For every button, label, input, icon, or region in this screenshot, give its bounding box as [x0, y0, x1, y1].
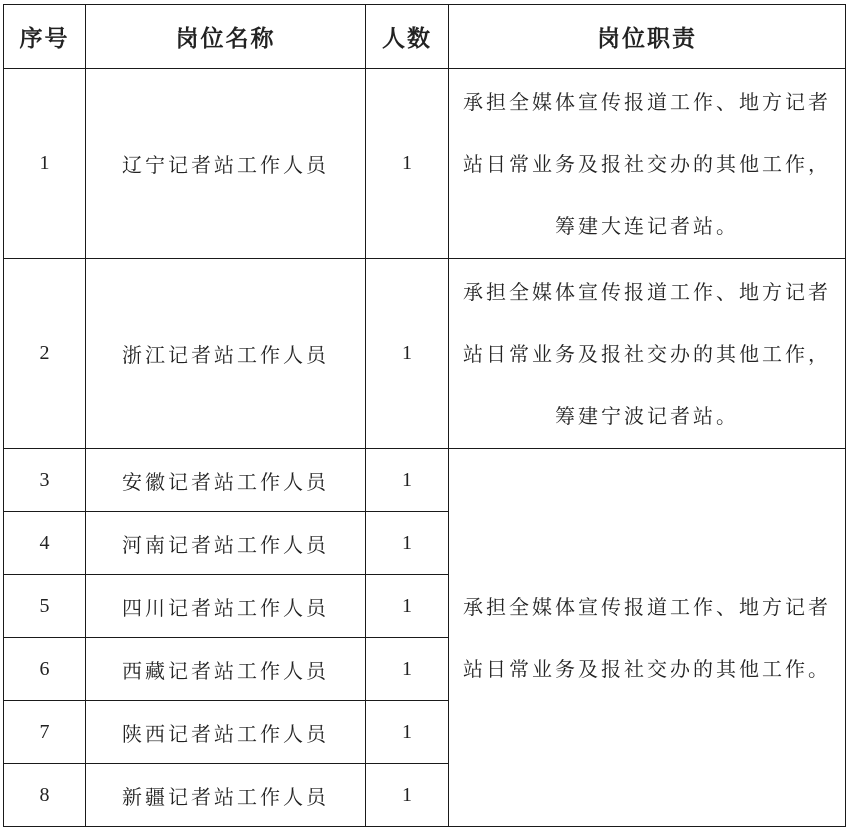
- row-index: 7: [4, 701, 86, 764]
- duty-line: 承担全媒体宣传报道工作、地方记者: [463, 279, 831, 304]
- table-row: [4, 259, 846, 449]
- row-count: 1: [366, 449, 449, 512]
- table-row: [4, 449, 846, 512]
- row-position: 新疆记者站工作人员: [86, 764, 366, 827]
- duty-line: 站日常业务及报社交办的其他工作。: [463, 656, 831, 681]
- job-positions-table: [3, 4, 846, 827]
- row-count: 1: [366, 701, 449, 764]
- duty-line: 筹建宁波记者站。: [555, 403, 739, 428]
- row-index: 4: [4, 512, 86, 575]
- header-index: 序号: [4, 5, 86, 69]
- duty-line: 承担全媒体宣传报道工作、地方记者: [463, 89, 831, 114]
- row-duties: [449, 69, 846, 259]
- row-duties: [449, 259, 846, 449]
- header-count: 人数: [366, 5, 449, 69]
- duty-line: 站日常业务及报社交办的其他工作，: [463, 341, 831, 366]
- duty-line: 筹建大连记者站。: [555, 213, 739, 238]
- row-count: 1: [366, 69, 449, 259]
- row-index: 3: [4, 449, 86, 512]
- row-position: 陕西记者站工作人员: [86, 701, 366, 764]
- row-index: 1: [4, 69, 86, 259]
- row-position: 浙江记者站工作人员: [86, 259, 366, 449]
- row-index: 5: [4, 575, 86, 638]
- header-row: [4, 5, 846, 69]
- row-count: 1: [366, 575, 449, 638]
- row-position: 西藏记者站工作人员: [86, 638, 366, 701]
- row-position: 河南记者站工作人员: [86, 512, 366, 575]
- row-count: 1: [366, 638, 449, 701]
- row-position: 安徽记者站工作人员: [86, 449, 366, 512]
- header-position: 岗位名称: [86, 5, 366, 69]
- table-row: [4, 69, 846, 259]
- shared-duties: [449, 449, 846, 827]
- row-count: 1: [366, 259, 449, 449]
- header-duties: 岗位职责: [449, 5, 846, 69]
- duty-line: 承担全媒体宣传报道工作、地方记者: [463, 594, 831, 619]
- row-position: 四川记者站工作人员: [86, 575, 366, 638]
- row-index: 2: [4, 259, 86, 449]
- row-index: 6: [4, 638, 86, 701]
- row-position: 辽宁记者站工作人员: [86, 69, 366, 259]
- row-index: 8: [4, 764, 86, 827]
- row-count: 1: [366, 764, 449, 827]
- row-count: 1: [366, 512, 449, 575]
- duty-line: 站日常业务及报社交办的其他工作，: [463, 151, 831, 176]
